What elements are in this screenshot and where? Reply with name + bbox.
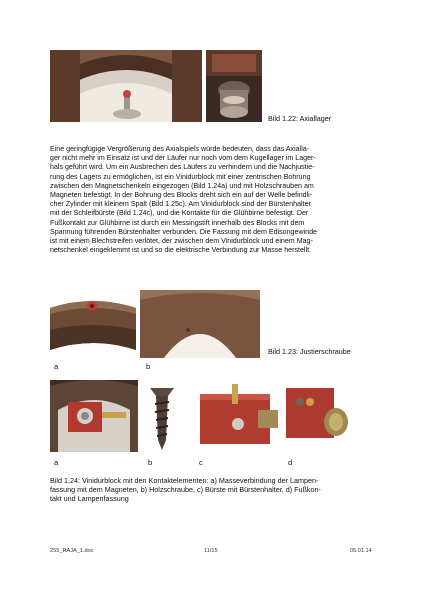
paragraph-line: Eine geringfügige Vergrößerung des Axialspiels würde bedeuten, dass das Axialla- — [50, 145, 310, 153]
photo-foot-contact — [284, 380, 350, 452]
photo-adjusting-screw-a — [50, 290, 136, 358]
photo-brush-holder — [196, 380, 280, 452]
photo-adjusting-screw-b — [140, 290, 260, 358]
paragraph-line: hals geführt wird. Um ein Ausbrechen des Läufers zu verhindern und die Nachjustie- — [50, 163, 315, 172]
footer-date: 05.01.14 — [350, 548, 372, 554]
paragraph-line: zwischen den Magnetschenkeln eingezogen (Bild 1.24a) und mit Holzschrauben am — [50, 181, 314, 190]
paragraph-line: cher Zylinder mit kleinem Spalt (Bild 1.25c). Am Vinidurblock sind der Bürstenhalter — [50, 200, 311, 209]
caption-line: Bild 1.24: Vinidurblock mit den Kontaktelementen: a) Masseverbindung der Lampen- — [50, 476, 319, 485]
caption-line: fassung mit dem Magneten, b) Holzschraube, c) Bürste mit Bürstenhalter, d) Fußkon- — [50, 485, 321, 494]
paragraph-line: ist mit einem Blechstreifen verlötet, der zwischen dem Vinidurblock und einem Mag- — [50, 237, 313, 246]
figure-1-22-caption: Bild 1.22: Axiallager — [268, 114, 332, 123]
figure-1-24-label-a: a — [54, 458, 59, 467]
photo-axial-bearing-wide — [50, 50, 202, 122]
paragraph-line: Magneten befestigt. In der Bohrung des Blocks dreht sich ein auf der Welle befindli- — [50, 191, 313, 200]
photo-wood-screw — [142, 380, 182, 452]
paragraph-line: ger nicht mehr im Einsatz ist und der Läufer nur noch vom dem Kugellager im Lager- — [50, 154, 316, 163]
paragraph-line: rung des Lagers zu ermöglichen, ist ein Vinidurblock mit einer zentrischen Bohrung — [50, 172, 311, 181]
paragraph-line: netschenkel eingeklemmt ist und so die elektrische Verbindung zur Masse herstellt. — [50, 246, 312, 255]
caption-line: takt und Lampenfassung — [50, 494, 129, 503]
figure-1-23-label-a: a — [54, 362, 59, 371]
paragraph-line: Spannung führenden Bürstenhalter verbunden. Die Fassung mit dem Edisongewinde — [50, 227, 317, 236]
footer-page-number: 11/15 — [204, 548, 218, 554]
figure-1-24-label-c: c — [199, 458, 203, 467]
paragraph-line: Fußkontakt zur Glühbirne ist durch ein Messingstift innerhalb des Blocks mit dem — [50, 218, 305, 227]
figure-1-24-label-b: b — [148, 458, 153, 467]
photo-vinidur-block-a — [50, 380, 138, 452]
figure-1-24-label-d: d — [288, 458, 293, 467]
figure-1-23-caption: Bild 1.23: Justierschraube — [268, 347, 351, 356]
photo-axial-bearing-closeup — [206, 50, 262, 122]
figure-1-23-label-b: b — [146, 362, 151, 371]
figure-1-24-caption — [50, 476, 380, 503]
footer-filename: 255_RAJA_1.doc — [50, 548, 94, 554]
paragraph-line: mit der Schleifbürste (Bild 1.24c), und die Kontakte für die Glühbirne befestigt. Der — [50, 209, 309, 218]
body-paragraph — [50, 145, 372, 255]
